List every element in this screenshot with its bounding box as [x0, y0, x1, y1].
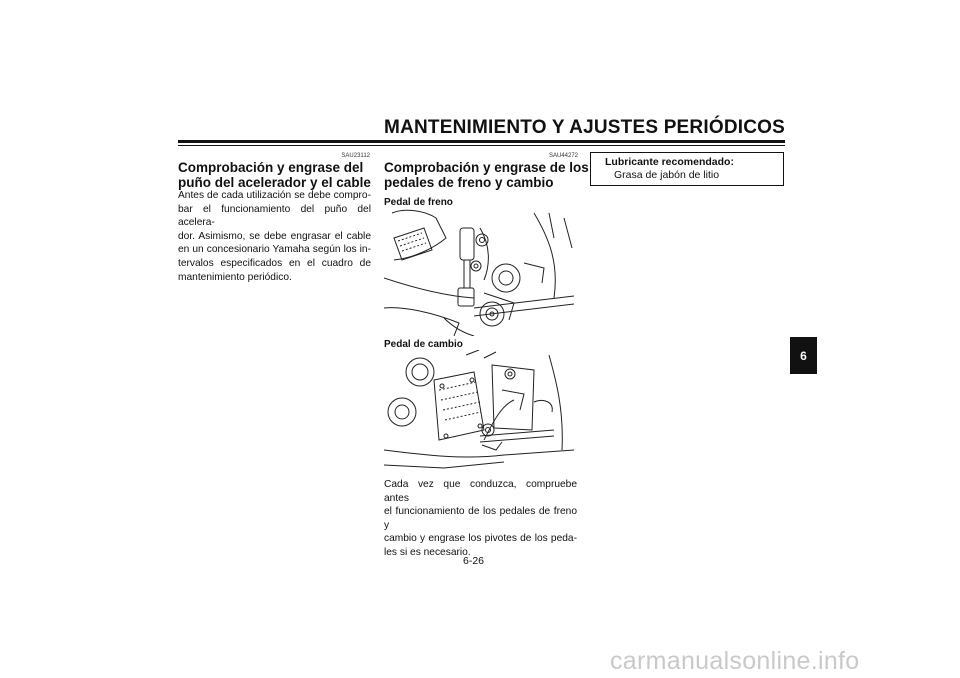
brake-pedal-illustration	[384, 208, 578, 336]
header-rule-thin	[178, 145, 785, 146]
section-body	[384, 478, 577, 560]
shift-pedal-caption: Pedal de cambio	[384, 339, 463, 350]
watermark-text: carmanualsonline.info	[610, 647, 860, 675]
body-line: les si es necesario.	[384, 546, 471, 558]
heading-line: pedales de freno y cambio	[384, 175, 554, 190]
brake-pedal-caption: Pedal de freno	[384, 197, 453, 208]
heading-line: Comprobación y engrase del	[178, 160, 364, 175]
page-title: MANTENIMIENTO Y AJUSTES PERIÓDICOS	[384, 117, 785, 138]
body-line: mantenimiento periódico.	[178, 271, 292, 283]
lubricant-label: Lubricante recomendado:	[605, 156, 734, 168]
body-line: en un concesionario Yamaha según los in-	[178, 244, 371, 256]
section-code: SAU23112	[341, 153, 370, 159]
shift-pedal-illustration	[384, 350, 578, 472]
body-line: Antes de cada utilización se debe compro-	[178, 190, 371, 201]
header-rule-thick	[178, 140, 785, 143]
body-line: cambio y engrase los pivotes de los peda-	[384, 533, 577, 545]
chapter-tab: 6	[790, 337, 817, 374]
section-body	[178, 189, 371, 284]
section-heading	[178, 160, 378, 190]
section-code: SAU44272	[548, 153, 578, 159]
body-line: tervalos especificados en el cuadro de	[178, 257, 371, 269]
body-line: dor. Asimismo, se debe engrasar el cable	[178, 230, 371, 242]
body-line: bar el funcionamiento del puño del acelera-	[178, 203, 371, 229]
section-heading	[384, 160, 589, 190]
lubricant-value: Grasa de jabón de litio	[614, 169, 720, 181]
body-line: Cada vez que conduzca, compruebe antes	[384, 479, 577, 504]
heading-line: puño del acelerador y el cable	[178, 175, 371, 190]
page-number: 6-26	[463, 555, 485, 567]
body-line: el funcionamiento de los pedales de freno y	[384, 506, 577, 531]
heading-line: Comprobación y engrase de los	[384, 160, 589, 175]
